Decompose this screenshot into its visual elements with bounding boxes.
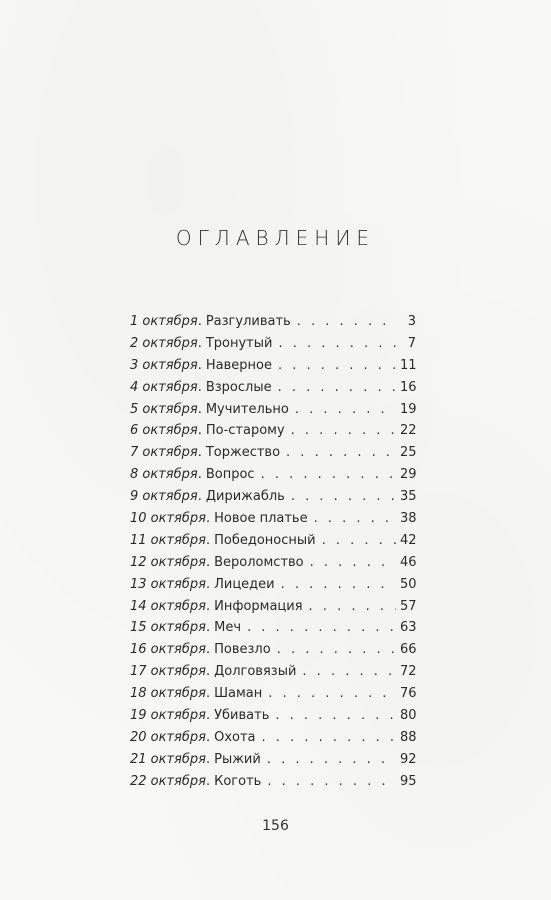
toc-entry-title: Торжество <box>205 445 281 461</box>
toc-entry-leader <box>309 596 396 618</box>
toc-entry-title: Наверное <box>205 357 272 373</box>
toc-entry-title: Вопрос <box>205 467 255 483</box>
toc-entry-title: Победоносный <box>214 532 316 548</box>
toc-entry-separator: . <box>205 664 211 680</box>
toc-entry-page: 25 <box>400 445 417 461</box>
toc-entry-leader <box>302 661 396 683</box>
toc-entry <box>130 727 416 749</box>
toc-entry-date: 12 октября <box>130 554 206 570</box>
toc-entry-leader <box>286 442 396 464</box>
toc-entry-page: 50 <box>400 576 417 592</box>
toc-entry <box>130 705 416 727</box>
toc-entry <box>130 508 416 530</box>
toc-entry <box>130 355 416 377</box>
toc-entry-date: 8 октября <box>130 467 198 483</box>
toc-entry-leader <box>275 705 396 727</box>
toc-entry-leader <box>281 574 396 596</box>
toc-entry-title: Лицедеи <box>214 576 275 592</box>
toc-entry <box>130 639 416 661</box>
toc-entry <box>130 311 416 333</box>
toc-entry-title: Рыжий <box>214 751 261 767</box>
toc-entry-leader <box>267 771 396 793</box>
toc-entry-date: 9 октября <box>130 489 198 505</box>
toc-entry-page: 57 <box>400 598 417 614</box>
toc-entry-date: 20 октября <box>130 729 206 745</box>
toc-entry-title: Охота <box>214 729 256 745</box>
toc-entry-title: Разгуливать <box>205 314 291 329</box>
toc-entry-date: 16 октября <box>130 642 206 658</box>
toc-entry-date: 13 октября <box>130 576 206 592</box>
toc-entry-separator: . <box>197 379 202 395</box>
toc-entry-separator: . <box>205 686 211 702</box>
toc-entry-page: 95 <box>400 773 417 789</box>
toc-entry-separator: . <box>197 357 202 373</box>
toc-entry-page: 88 <box>400 729 417 745</box>
toc-entry-page: 42 <box>400 532 417 548</box>
toc-entry-page: 29 <box>400 467 417 483</box>
toc-entry <box>130 486 416 508</box>
toc-entry-title: Взрослые <box>205 379 272 395</box>
toc-entry-date: 10 октября <box>130 511 206 527</box>
toc-entry-leader <box>278 377 396 399</box>
toc-entry-separator: . <box>205 576 211 592</box>
toc-entry <box>130 683 416 705</box>
toc-entry-date: 19 октября <box>130 708 206 724</box>
toc-entry-leader <box>295 399 396 421</box>
toc-entry-date: 6 октября <box>130 423 198 439</box>
toc-entry-title: Повезло <box>214 642 271 658</box>
page-title: ОГЛАВЛЕНИЕ <box>175 226 376 250</box>
toc-entry-page: 80 <box>400 708 417 724</box>
toc-entry-title: Новое платье <box>214 511 308 527</box>
toc-entry-date: 17 октября <box>130 664 206 680</box>
toc-entry <box>130 617 416 639</box>
toc-entry <box>130 574 416 596</box>
toc-entry-page: 72 <box>400 664 417 680</box>
toc-entry-title: Информация <box>214 598 303 614</box>
toc-entry <box>130 771 416 793</box>
toc-entry-page: 22 <box>400 423 417 439</box>
toc-entry-separator: . <box>205 554 211 570</box>
toc-entry-page: 35 <box>400 489 417 505</box>
toc-entry-separator: . <box>205 598 211 614</box>
toc-entry-date: 2 октября <box>130 335 198 351</box>
toc-entry-leader <box>310 552 396 574</box>
toc-entry <box>130 530 416 552</box>
toc-entry-leader <box>322 530 396 552</box>
toc-entry-title: Дирижабль <box>205 489 285 505</box>
toc-entry-title: Меч <box>214 620 242 636</box>
toc-entry-separator: . <box>197 445 202 461</box>
toc-entry-page: 7 <box>407 335 416 351</box>
toc-entry <box>130 661 416 683</box>
toc-entry-separator: . <box>205 751 211 767</box>
toc-entry-page: 11 <box>400 357 417 373</box>
toc-entry-date: 11 октября <box>130 532 206 548</box>
toc-entry-leader <box>268 683 396 705</box>
toc-entry-date: 18 октября <box>130 686 206 702</box>
toc-entry <box>130 596 416 618</box>
toc-entry <box>130 552 416 574</box>
toc-entry-date: 7 октября <box>130 445 198 461</box>
toc-entry-separator: . <box>205 729 211 745</box>
toc-entry-separator: . <box>205 532 211 548</box>
toc-entry <box>130 377 416 399</box>
toc-entry-page: 76 <box>400 686 417 702</box>
toc-entry-title: Вероломство <box>214 554 304 570</box>
toc-entry-title: Тронутый <box>205 335 273 351</box>
toc-entry <box>130 420 416 442</box>
toc-entry-separator: . <box>205 620 211 636</box>
toc-entry-leader <box>291 420 396 442</box>
toc-entry-separator: . <box>205 511 211 527</box>
toc-entry-leader <box>297 311 396 333</box>
toc-entry-title: Шаман <box>214 686 263 702</box>
toc-entry-date: 14 октября <box>130 598 206 614</box>
toc-entry-page: 63 <box>400 620 417 636</box>
toc-entry-separator: . <box>197 467 202 483</box>
toc-entry-leader <box>291 486 396 508</box>
toc-entry-page: 46 <box>400 554 417 570</box>
toc-entry-leader <box>267 749 396 771</box>
toc-entry-separator: . <box>197 335 202 351</box>
toc-entry-separator: . <box>205 773 211 789</box>
toc-entry-leader <box>314 508 396 530</box>
toc-entry-separator: . <box>197 314 202 329</box>
toc-entry-leader <box>262 727 396 749</box>
toc-entry-leader <box>247 617 396 639</box>
toc-entry-page: 3 <box>407 314 416 329</box>
toc-entry-leader <box>277 639 396 661</box>
toc-entry-leader <box>261 464 396 486</box>
toc-entry-title: Мучительно <box>205 401 289 417</box>
toc-entry-title: По-старому <box>205 423 285 439</box>
toc-entry-leader <box>278 333 396 355</box>
toc-entry-date: 15 октября <box>130 620 206 636</box>
toc-entry-date: 4 октября <box>130 379 198 395</box>
toc-entry-date: 1 октября <box>130 314 198 329</box>
table-of-contents <box>130 311 416 793</box>
toc-entry-page: 16 <box>400 379 417 395</box>
page-number: 156 <box>262 818 289 834</box>
toc-entry-title: Убивать <box>214 708 270 724</box>
toc-entry-date: 5 октября <box>130 401 198 417</box>
toc-entry-title: Долговязый <box>214 664 297 680</box>
toc-entry <box>130 749 416 771</box>
toc-entry-title: Коготь <box>214 773 262 789</box>
toc-entry-page: 19 <box>400 401 417 417</box>
toc-entry-page: 66 <box>400 642 417 658</box>
toc-entry-date: 21 октября <box>130 751 206 767</box>
toc-entry <box>130 442 416 464</box>
toc-entry-separator: . <box>205 642 211 658</box>
toc-entry-date: 3 октября <box>130 357 198 373</box>
toc-entry <box>130 464 416 486</box>
toc-entry-date: 22 октября <box>130 773 206 789</box>
toc-entry-leader <box>278 355 396 377</box>
toc-entry-page: 38 <box>400 511 417 527</box>
toc-entry-separator: . <box>197 401 202 417</box>
toc-entry <box>130 399 416 421</box>
toc-entry-page: 92 <box>400 751 417 767</box>
toc-entry-separator: . <box>197 489 202 505</box>
toc-entry-separator: . <box>197 423 202 439</box>
toc-entry <box>130 333 416 355</box>
toc-entry-separator: . <box>205 708 211 724</box>
